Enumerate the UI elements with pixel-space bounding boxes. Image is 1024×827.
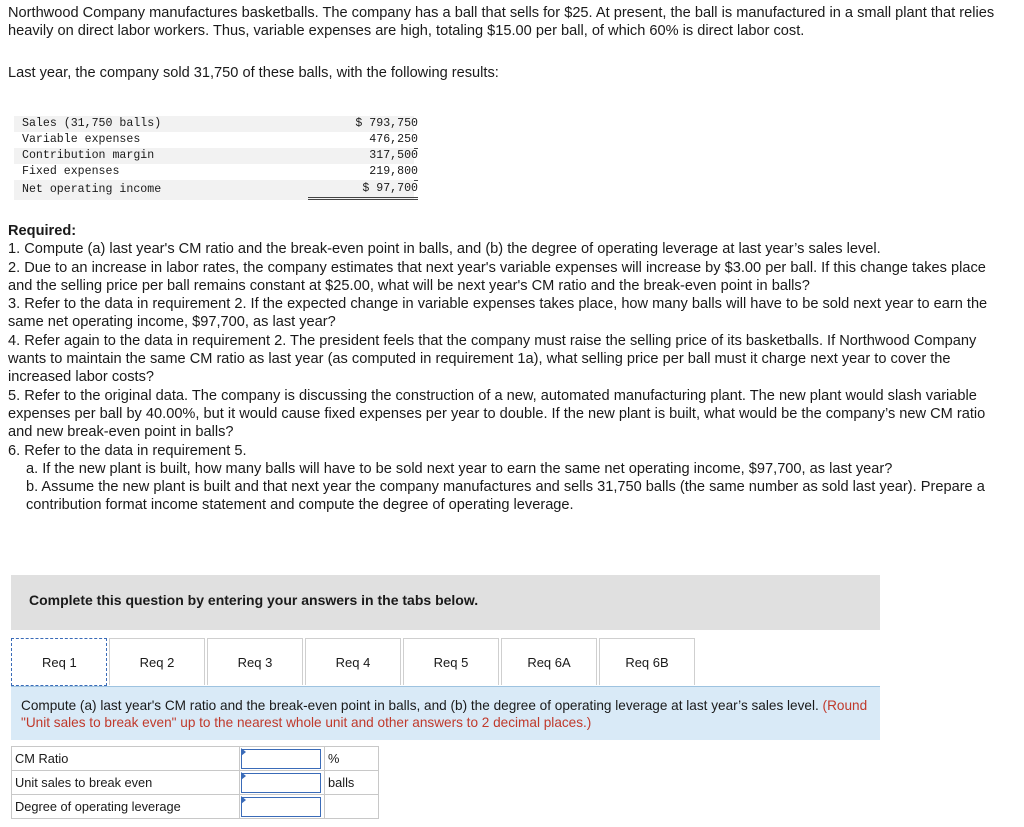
income-statement	[14, 116, 418, 200]
requirement-tabs	[11, 638, 697, 686]
row-label: Variable expenses	[22, 133, 141, 146]
answer-unit: %	[325, 747, 379, 771]
requirement-2: 2. Due to an increase in labor rates, the company estimates that next year's variable expenses will increase by $3.00 per ball. If this change takes place and the selling price per ball remains constant at $25.00, what will be next year's CM ratio and the break-even point in balls?	[8, 259, 986, 294]
requirement-1: 1. Compute (a) last year's CM ratio and the break-even point in balls, and (b) the degree of operating leverage at last year’s sales level.	[8, 241, 881, 258]
answer-unit: balls	[325, 771, 379, 795]
income-row-sales	[14, 116, 418, 132]
intro-paragraph: Northwood Company manufactures basketballs. The company has a ball that sells for $25. At present, the ball is manufactured in a small plant that relies heavily on direct labor workers. Thus, variable expenses are high, totaling $15.00 per ball, of which 60% is direct labor cost.	[8, 5, 995, 39]
row-value: 317,500	[369, 149, 418, 162]
requirements	[8, 222, 1013, 515]
instructions-banner	[11, 575, 880, 630]
answer-label: Degree of operating leverage	[12, 795, 240, 819]
answer-row-dol	[12, 795, 379, 819]
break-even-units-input[interactable]	[241, 773, 321, 793]
requirement-6b: b. Assume the new plant is built and that next year the company manufactures and sells 31,750 balls (the same number as sold last year). Prepare a contribution format income statement and compute the degree of operating leverage.	[26, 479, 985, 514]
answer-label: Unit sales to break even	[12, 771, 240, 795]
cm-ratio-input[interactable]	[241, 749, 321, 769]
operating-leverage-input[interactable]	[241, 797, 321, 817]
tab-req-4[interactable]: Req 4	[305, 638, 401, 685]
row-value: 219,800	[308, 164, 418, 181]
tab-req-6a[interactable]: Req 6A	[501, 638, 597, 685]
requirement-4: 4. Refer again to the data in requirement 2. The president feels that the company must raise the selling price of its basketballs. If Northwood Company wants to maintain the same CM ratio as last year (as computed in requirement 1a), what selling price per ball must it charge next year to cover the increased labor costs?	[8, 332, 977, 386]
row-value: $ 97,700	[308, 180, 418, 200]
input-marker-icon	[241, 748, 246, 756]
income-row-fixed	[14, 164, 418, 180]
row-label: Net operating income	[22, 183, 162, 196]
row-label: Contribution margin	[22, 149, 155, 162]
income-row-variable	[14, 132, 418, 148]
required-title: Required:	[8, 223, 77, 239]
rounding-note: (Round "Unit sales to break even" up to the nearest whole unit and other answers to 2 decimal places.)	[21, 698, 868, 730]
row-label: Fixed expenses	[22, 165, 120, 178]
answer-row-cm-ratio	[12, 747, 379, 771]
requirement-3: 3. Refer to the data in requirement 2. If the expected change in variable expenses takes place, how many balls will have to be sold next year to earn the same net operating income, $97,700, as last year?	[8, 296, 988, 331]
answer-unit	[325, 795, 379, 819]
row-label: Sales (31,750 balls)	[22, 117, 162, 130]
tab-instruction	[11, 686, 880, 740]
answer-table	[11, 746, 379, 819]
requirement-5: 5. Refer to the original data. The company is discussing the construction of a new, automated manufacturing plant. The new plant would slash variable expenses per ball by 40.00%, but it would cause fixed expenses per year to double. If the new plant is built, what would be the company’s new CM ratio and new break-even point in balls?	[8, 387, 986, 441]
answer-label: CM Ratio	[12, 747, 240, 771]
intro-paragraph: Last year, the company sold 31,750 of these balls, with the following results:	[8, 65, 499, 81]
income-row-cm	[14, 148, 418, 164]
input-marker-icon	[241, 796, 246, 804]
answer-row-break-even	[12, 771, 379, 795]
tab-req-3[interactable]: Req 3	[207, 638, 303, 685]
requirement-6a: a. If the new plant is built, how many balls will have to be sold next year to earn the same net operating income, $97,700, as last year?	[26, 460, 893, 477]
row-value: $ 793,750	[355, 117, 418, 130]
income-row-noi	[14, 180, 418, 200]
tab-req-6b[interactable]: Req 6B	[599, 638, 695, 685]
banner-text: Complete this question by entering your answers in the tabs below.	[29, 592, 479, 608]
input-marker-icon	[241, 772, 246, 780]
tab-req-1[interactable]: Req 1	[11, 638, 107, 686]
tab-req-2[interactable]: Req 2	[109, 638, 205, 685]
requirement-6: 6. Refer to the data in requirement 5.	[8, 442, 247, 459]
tab-req-5[interactable]: Req 5	[403, 638, 499, 685]
row-value: 476,250	[308, 132, 418, 149]
instruction-text: Compute (a) last year's CM ratio and the break-even point in balls, and (b) the degree of operating leverage at last year’s sales level.	[21, 698, 819, 713]
problem-intro	[8, 4, 1008, 82]
